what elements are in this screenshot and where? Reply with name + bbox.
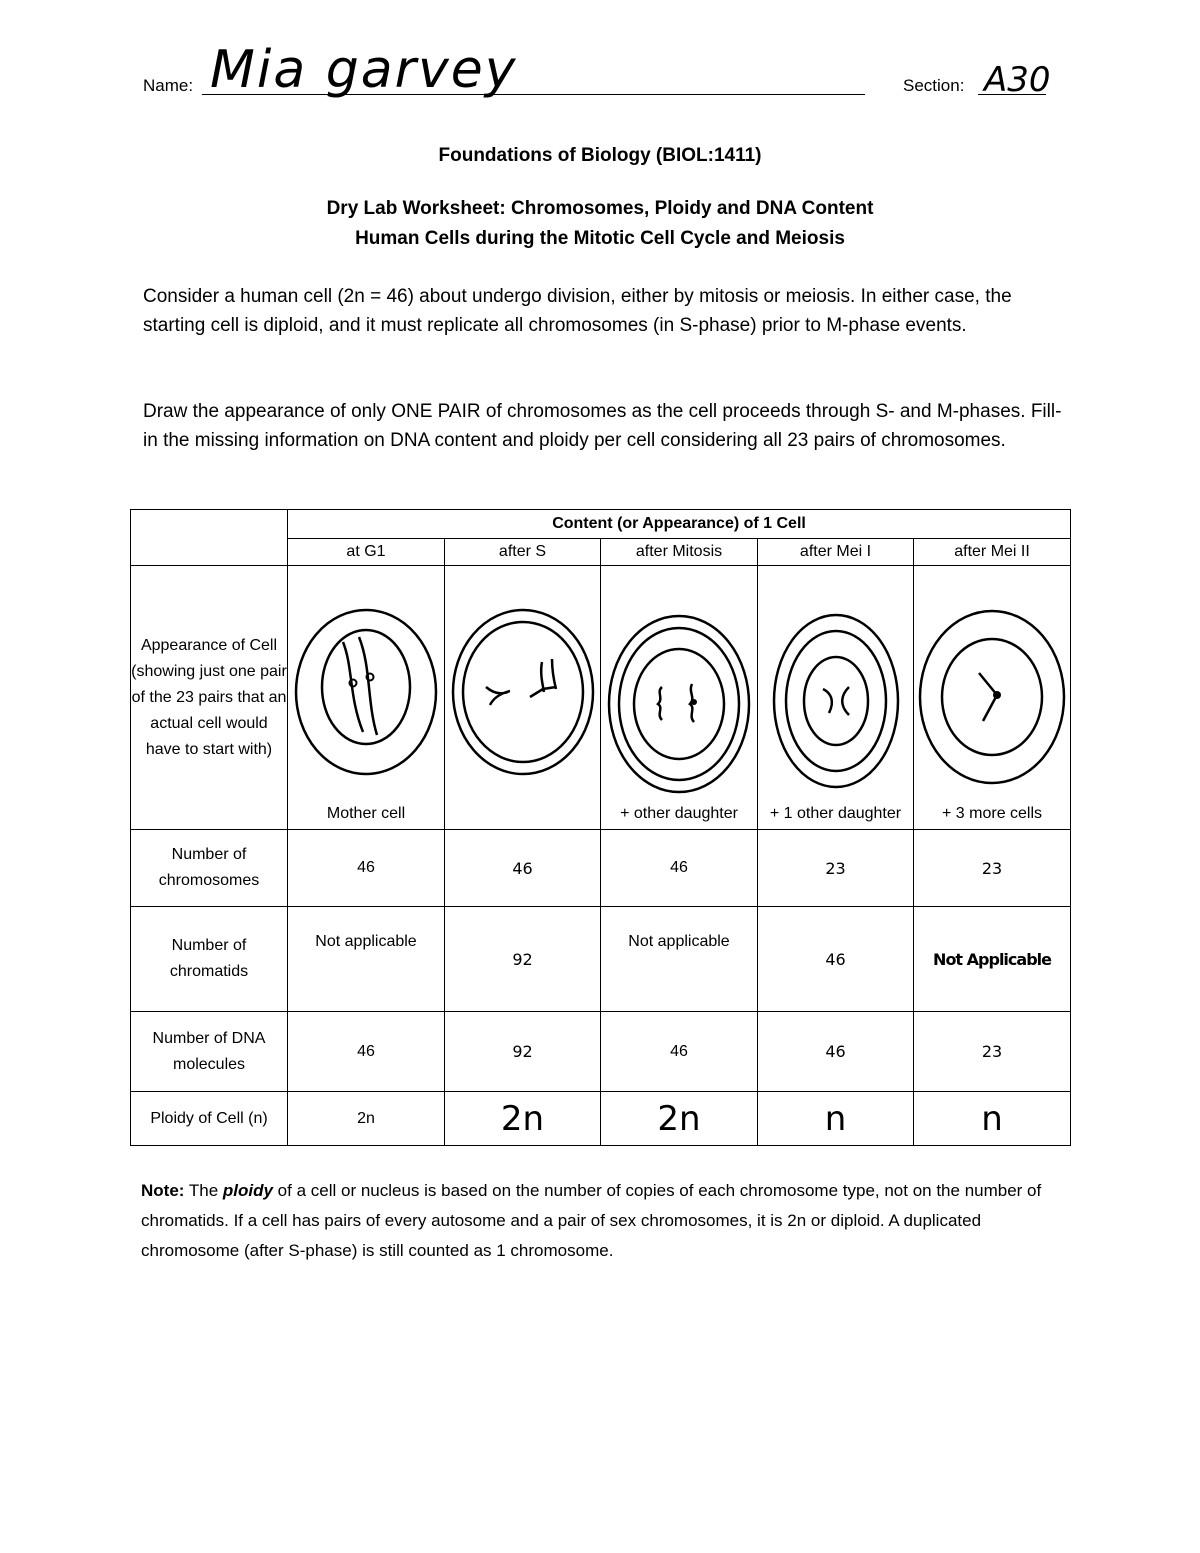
col-header-g1: at G1 (288, 539, 445, 566)
chromatids-after-mei2[interactable]: Not Applicable (914, 907, 1071, 1012)
appearance-cell-after-s[interactable] (445, 566, 601, 830)
worksheet-subtitle: Human Cells during the Mitotic Cell Cycle and Meiosis (355, 228, 845, 249)
note-text-before: The (184, 1181, 223, 1200)
caption-after-mei2: + 3 more cells (942, 805, 1043, 822)
chromosomes-g1: 46 (288, 830, 445, 907)
chromatids-after-mitosis: Not applicable (601, 907, 758, 1012)
chromatids-after-s[interactable]: 92 (445, 907, 601, 1012)
ploidy-after-s[interactable]: 2n (445, 1092, 601, 1146)
chromosomes-after-mei2[interactable]: 23 (914, 830, 1071, 907)
row-label-chromatids: Number of chromatids (131, 907, 288, 1012)
row-label-ploidy: Ploidy of Cell (n) (131, 1092, 288, 1146)
note-emphasis: ploidy (222, 1181, 273, 1200)
col-header-after-s: after S (445, 539, 601, 566)
caption-after-mei1: + 1 other daughter (769, 805, 902, 822)
appearance-cell-g1[interactable] (288, 566, 445, 830)
cell-drawing-after-mei2 (917, 605, 1067, 795)
section-value[interactable]: A30 (984, 60, 1051, 100)
cell-drawing-g1 (291, 607, 441, 792)
note-paragraph (141, 1176, 1071, 1266)
course-title: Foundations of Biology (BIOL:1411) (438, 145, 762, 166)
chromosomes-after-mitosis: 46 (601, 830, 758, 907)
col-header-after-mitosis: after Mitosis (601, 539, 758, 566)
ploidy-after-mei1[interactable]: n (758, 1092, 914, 1146)
chromosomes-after-mei1[interactable]: 23 (758, 830, 914, 907)
name-value[interactable]: Mia garvey (210, 40, 518, 100)
appearance-cell-after-mei2[interactable] (914, 566, 1071, 830)
section-label: Section: (903, 76, 965, 95)
dna-after-mei2[interactable]: 23 (914, 1012, 1071, 1092)
instructions-paragraph: Draw the appearance of only ONE PAIR of chromosomes as the cell proceeds through S- and M-phases. Fill-in the missing information on DNA content and ploidy per cell considering all 23 pairs of chromosomes. (143, 401, 1062, 451)
col-header-after-mei1: after Mei I (758, 539, 914, 566)
group-header: Content (or Appearance) of 1 Cell (288, 510, 1071, 539)
note-label: Note: (141, 1181, 185, 1200)
caption-g1: Mother cell (326, 805, 406, 822)
appearance-cell-after-mitosis[interactable] (601, 566, 758, 830)
col-header-after-mei2: after Mei II (914, 539, 1071, 566)
dna-g1: 46 (288, 1012, 445, 1092)
corner-cell (131, 510, 288, 566)
caption-after-mitosis: + other daughter (620, 805, 738, 822)
dna-after-s[interactable]: 92 (445, 1012, 601, 1092)
ploidy-g1: 2n (288, 1092, 445, 1146)
cell-drawing-after-mei1 (761, 609, 911, 799)
row-label-dna: Number of DNA molecules (131, 1012, 288, 1092)
dna-after-mei1[interactable]: 46 (758, 1012, 914, 1092)
cell-drawing-after-mitosis (604, 612, 754, 802)
note-text-after: of a cell or nucleus is based on the number of copies of each chromosome type, not on the number of chromatids. If a cell has pairs of every autosome and a pair of sex chromosomes, it is 2n or diploid. A duplicated chromosome (after S-phase) is still counted as 1 chromosome. (141, 1181, 1042, 1260)
row-label-appearance: Appearance of Cell (showing just one pair of the 23 pairs that an actual cell would have to start with) (131, 566, 288, 830)
chromosomes-after-s[interactable]: 46 (445, 830, 601, 907)
chromatids-g1: Not applicable (288, 907, 445, 1012)
name-label: Name: (143, 76, 194, 95)
appearance-cell-after-mei1[interactable] (758, 566, 914, 830)
row-label-chromosomes: Number of chromosomes (131, 830, 288, 907)
chromatids-after-mei1[interactable]: 46 (758, 907, 914, 1012)
intro-paragraph: Consider a human cell (2n = 46) about undergo division, either by mitosis or meiosis. In either case, the starting cell is diploid, and it must replicate all chromosomes (in S-phase) prior to M-phase events. (143, 286, 1012, 336)
worksheet-title: Dry Lab Worksheet: Chromosomes, Ploidy and DNA Content (326, 198, 874, 219)
worksheet-table (130, 509, 1071, 1146)
ploidy-after-mitosis[interactable]: 2n (601, 1092, 758, 1146)
ploidy-after-mei2[interactable]: n (914, 1092, 1071, 1146)
cell-drawing-after-s (448, 607, 598, 792)
dna-after-mitosis: 46 (601, 1012, 758, 1092)
